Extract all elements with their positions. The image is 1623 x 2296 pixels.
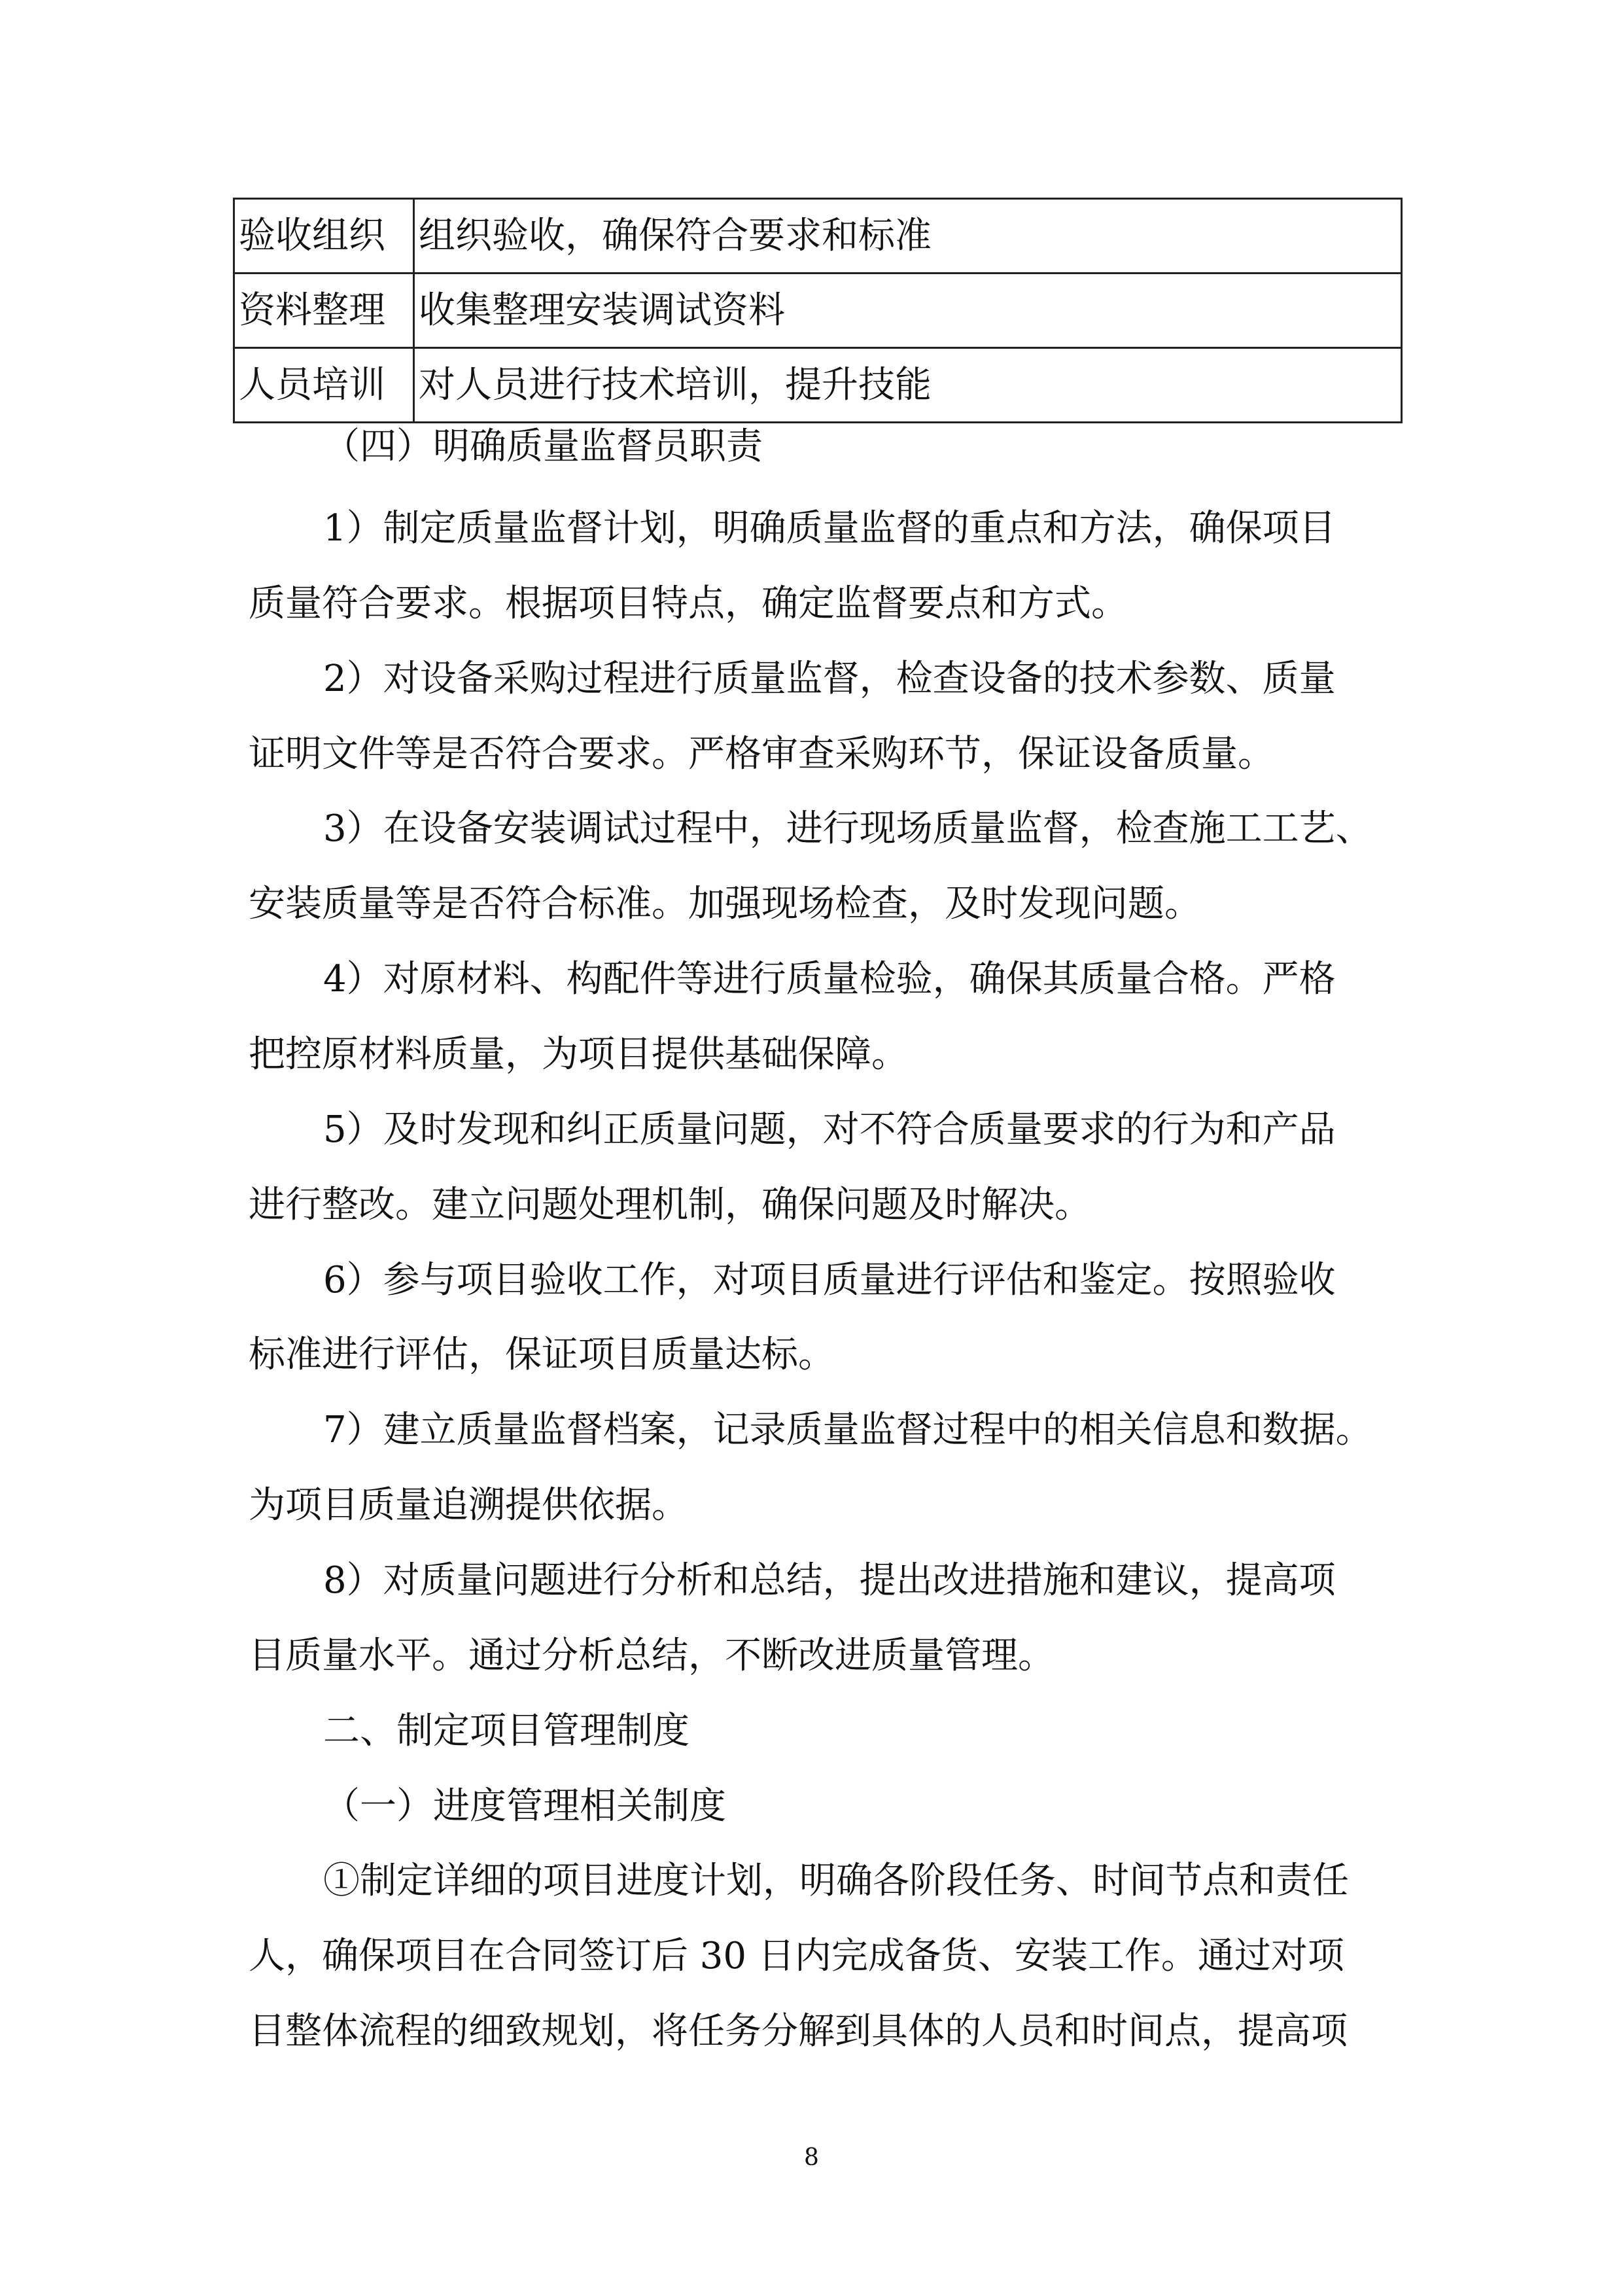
paragraph-line: 安装质量等是否符合标准。加强现场检查，及时发现问题。 bbox=[249, 883, 1201, 925]
table-cell-label: 资料整理 bbox=[234, 274, 414, 348]
paragraph-line: 6）参与项目验收工作，对项目质量进行评估和鉴定。按照验收 bbox=[323, 1259, 1336, 1301]
paragraph-line: 目质量水平。通过分析总结，不断改进质量管理。 bbox=[249, 1634, 1055, 1677]
table-row bbox=[234, 199, 1402, 274]
table-row bbox=[234, 348, 1402, 423]
paragraph-line: 4）对原材料、构配件等进行质量检验，确保其质量合格。严格 bbox=[323, 958, 1336, 1000]
section-heading: （四）明确质量监督员职责 bbox=[323, 425, 763, 468]
paragraph-line: 把控原材料质量，为项目提供基础保障。 bbox=[249, 1033, 908, 1076]
table-cell-label: 验收组织 bbox=[234, 199, 414, 274]
paragraph-line: 8）对质量问题进行分析和总结，提出改进措施和建议，提高项 bbox=[323, 1559, 1336, 1602]
paragraph-line: 进行整改。建立问题处理机制，确保问题及时解决。 bbox=[249, 1184, 1091, 1226]
paragraph-line: 2）对设备采购过程进行质量监督，检查设备的技术参数、质量 bbox=[323, 658, 1336, 700]
table-row bbox=[234, 274, 1402, 348]
paragraph-line: 证明文件等是否符合要求。严格审查采购环节，保证设备质量。 bbox=[249, 733, 1274, 775]
paragraph-line: 目整体流程的细致规划，将任务分解到具体的人员和时间点，提高项 bbox=[249, 2010, 1348, 2053]
paragraph-line: 7）建立质量监督档案，记录质量监督过程中的相关信息和数据。 bbox=[323, 1409, 1372, 1451]
paragraph-line: 5）及时发现和纠正质量问题，对不符合质量要求的行为和产品 bbox=[323, 1108, 1336, 1151]
section-heading: 二、制定项目管理制度 bbox=[323, 1710, 689, 1752]
paragraph-line: 1）制定质量监督计划，明确质量监督的重点和方法，确保项目 bbox=[323, 507, 1336, 550]
paragraph-line: 人，确保项目在合同签订后 30 日内完成备货、安装工作。通过对项 bbox=[249, 1935, 1344, 1977]
paragraph-line: 质量符合要求。根据项目特点，确定监督要点和方式。 bbox=[249, 582, 1128, 625]
table-cell-desc: 对人员进行技术培训，提升技能 bbox=[414, 348, 1402, 423]
table-cell-desc: 组织验收，确保符合要求和标准 bbox=[414, 199, 1402, 274]
table-cell-label: 人员培训 bbox=[234, 348, 414, 423]
paragraph-line: ①制定详细的项目进度计划，明确各阶段任务、时间节点和责任 bbox=[323, 1860, 1349, 1902]
paragraph-line: 标准进行评估，保证项目质量达标。 bbox=[249, 1333, 835, 1376]
responsibility-table bbox=[233, 198, 1403, 423]
subsection-heading: （一）进度管理相关制度 bbox=[323, 1785, 726, 1828]
table-cell-desc: 收集整理安装调试资料 bbox=[414, 274, 1402, 348]
page-number: 8 bbox=[804, 2144, 819, 2171]
paragraph-line: 3）在设备安装调试过程中，进行现场质量监督，检查施工工艺、 bbox=[323, 807, 1372, 850]
paragraph-line: 为项目质量追溯提供依据。 bbox=[249, 1484, 688, 1527]
